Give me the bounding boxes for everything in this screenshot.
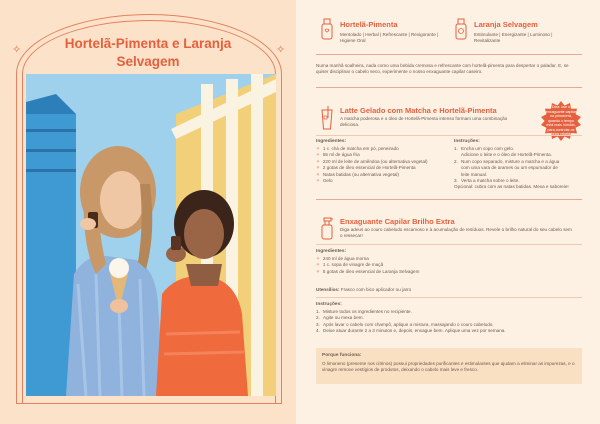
list-item: Opcional: cubra com as natas batidas. Mexa e saboreie! [454, 184, 569, 190]
photo-two-women-ice-cream [26, 74, 276, 396]
utensils-line [316, 287, 411, 293]
list-item: ✧ 2 gotas de óleo essencial de Hortelã-Pimenta [316, 165, 416, 171]
wild-orange-bottle-icon [454, 18, 468, 40]
ingredient-description: Mentolado | Herbal | Refrescante | Revigorante | Higiene Oral [340, 32, 439, 44]
divider [316, 297, 582, 298]
right-page [296, 0, 600, 424]
list-item: ✧ 55 ml de água fria [316, 152, 360, 158]
list-item: 3. Verta a matcha sobre o leite. [454, 178, 520, 184]
divider [316, 54, 582, 55]
bullet-icon: ✧ [316, 152, 320, 158]
list-item: leite manual. [461, 171, 488, 177]
list-item: com uma vara de arames ou um espumador de [461, 165, 558, 171]
bullet-icon: ✧ [316, 158, 320, 164]
instructions-list [316, 309, 506, 335]
list-item: 1. Misture todos os ingredientes no recipiente. [316, 309, 412, 314]
sparkle-icon: ✧ [12, 43, 22, 56]
list-item: Adicione o leite e o óleo de Hortelã-Pimenta. [461, 152, 552, 158]
instructions-heading: Instruções: [454, 139, 480, 144]
bullet-icon: ✧ [316, 268, 320, 274]
sparkle-icon: ✧ [276, 43, 286, 56]
left-page [0, 0, 296, 424]
list-item: ✧ 240 ml de água morna [316, 256, 369, 261]
ingredients-heading: Ingredientes: [316, 139, 347, 144]
list-item: 4. Deixe atuar durante 2 a 3 minutos e, depois, enxague bem. Aplique uma vez por semana. [316, 328, 506, 334]
list-item: ✧ 220 ml de leite de amêndoa (ou alternativa vegetal) [316, 158, 428, 164]
list-item: 2. Num copo separado, misture a matcha e a água [454, 158, 560, 164]
bullet-icon: ✧ [316, 171, 320, 177]
ingredients-list [316, 256, 419, 275]
utensils-value: Frasco com bico aplicador ou jarro [340, 287, 412, 292]
bullet-icon: ✧ [316, 262, 320, 268]
intro-text: Numa manhã soalheira, nada como uma bebida cremosa e refrescante com hortelã-pimenta para despertar o paladar. E, se quiser disciplinar o cabelo seco, experimente o nosso enxaguante capilar caseiro. [316, 63, 569, 75]
instructions-list [454, 146, 569, 191]
ingredients-list [316, 146, 428, 184]
ingredients-heading: Ingredientes: [316, 249, 347, 254]
ingredient-name: Hortelã-Pimenta [340, 20, 398, 29]
recipe-subtitle: Diga adeus ao couro cabeludo escamoso e à acumulação de resíduos. Revele o brilho natural do seu cabelo sem o ressecar! [340, 227, 572, 239]
why-text: O limoneno (presente nos citrinos) possui propriedades purificantes e estimulantes que ajudam a eliminar as impurezas, e o vinagre remove vestígios de produtos, deixando o cabelo mais leve e fresco. [322, 361, 575, 373]
list-item: ✧ Gelo [316, 178, 333, 184]
list-item: 2. Agite ou mexa bem. [316, 315, 364, 321]
bullet-icon: ✧ [316, 178, 320, 184]
peppermint-bottle-icon [320, 18, 334, 40]
bullet-icon: ✧ [316, 256, 320, 261]
ingredient-description: Estimulante | Energizante | Luminoso | Revitalizante [474, 32, 553, 44]
bullet-icon: ✧ [316, 146, 320, 151]
divider [316, 135, 582, 136]
recipe-subtitle: A matcha poderosa e o óleo de Hortelã-Pimenta intenso formam uma combinação deliciosa. [340, 116, 508, 128]
utensils-label: Utensílios: [316, 287, 340, 292]
list-item: ✧ Natas batidas (ou alternativa vegetal) [316, 171, 399, 177]
why-heading: Porque funciona: [322, 353, 362, 358]
iced-drink-icon [320, 106, 334, 130]
spray-bottle-icon [320, 216, 334, 240]
divider [316, 199, 582, 200]
ingredient-name: Laranja Selvagem [474, 20, 538, 29]
list-item: ✧ 5 gotas de óleo essencial de Laranja Selvagem [316, 268, 420, 274]
list-item: 1. Encha um copo com gelo. [454, 146, 515, 151]
divider [316, 244, 582, 245]
why-it-works-box [316, 348, 582, 384]
divider [316, 87, 582, 88]
instructions-heading: Instruções: [316, 302, 342, 307]
list-item: ✧ 1 c. chá de matcha em pó, peneirado [316, 146, 399, 151]
tip-text: Dica: use o enxaguante capilar na primavera, quando o tempo está mais húmido, para controlar os [545, 104, 577, 132]
recipe-title: Latte Gelado com Matcha e Hortelã-Pimenta [340, 106, 497, 115]
page-title: Hortelã-Pimenta e Laranja Selvagem [64, 36, 232, 69]
list-item: ✧ 1 c. sopa de vinagre de maçã [316, 262, 384, 268]
bullet-icon: ✧ [316, 165, 320, 171]
recipe-title: Enxaguante Capilar Brilho Extra [340, 217, 455, 226]
list-item: 3. Após lavar o cabelo com champô, aplique a mistura, massajando o couro cabeludo. [316, 321, 494, 327]
